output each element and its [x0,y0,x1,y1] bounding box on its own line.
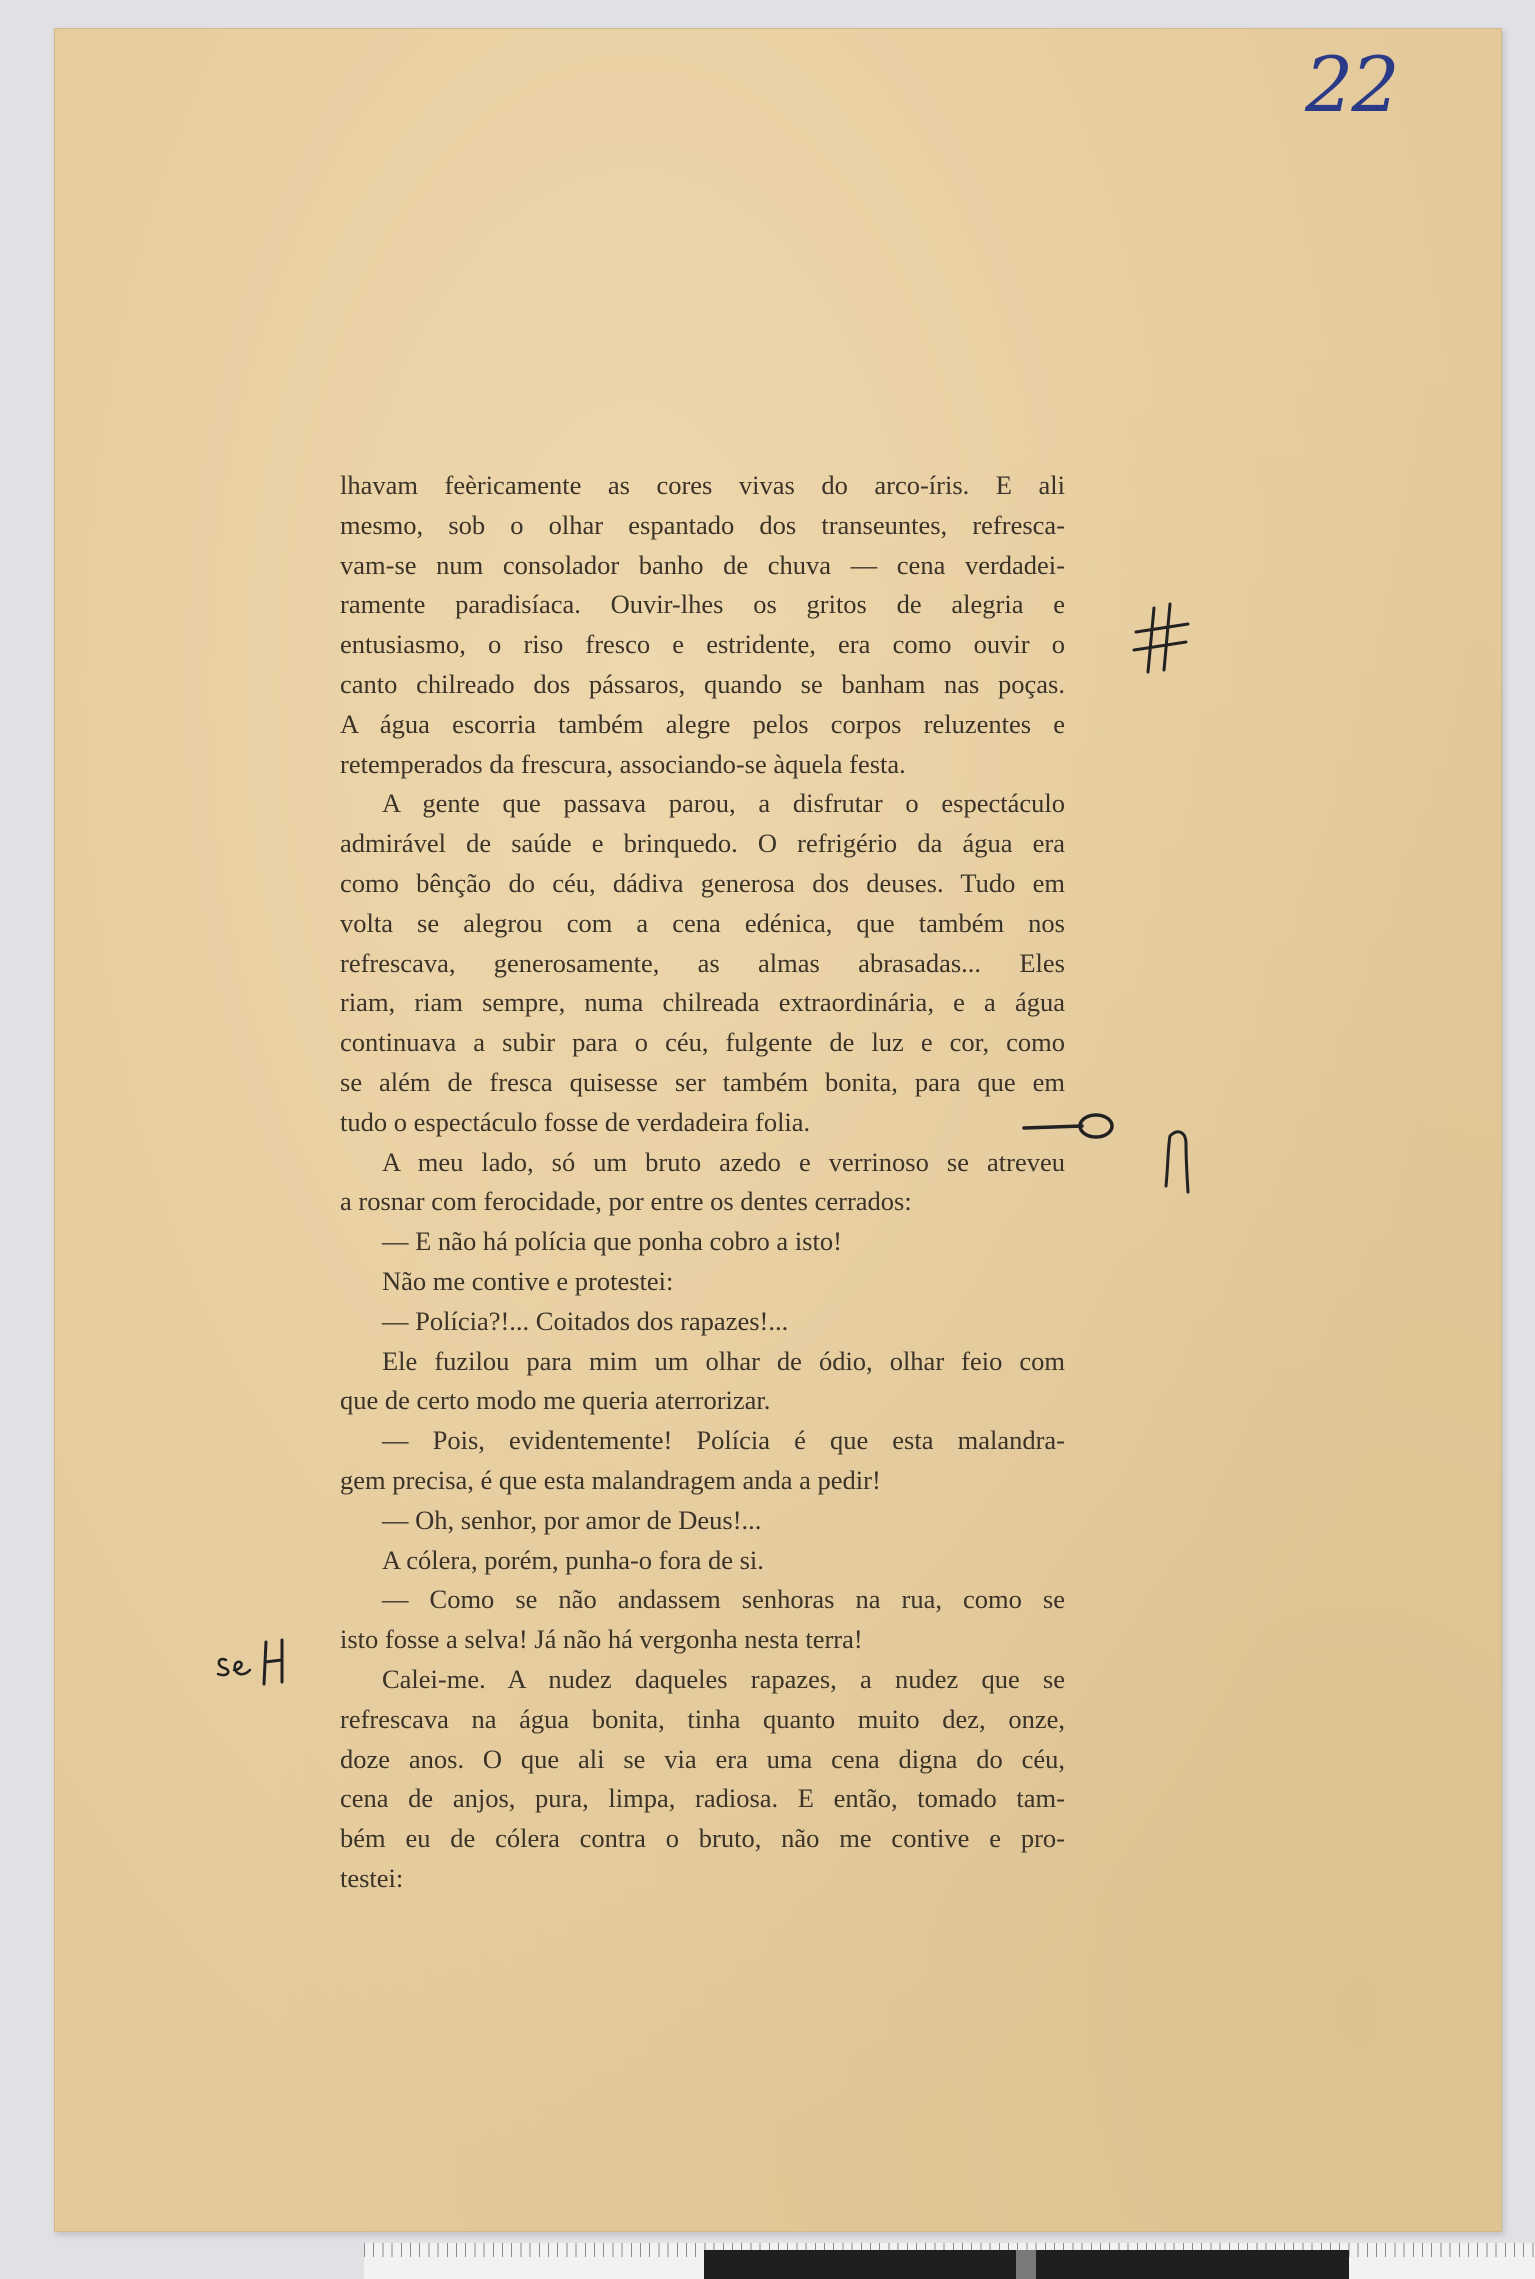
text-line: refrescava, generosamente, as almas abrasadas... Eles [340,947,1065,978]
text-line: vam-se num consolador banho de chuva — cena verdadei- [340,549,1065,580]
text-line: A meu lado, só um bruto azedo e verrinoso se atreveu [382,1146,1065,1177]
text-line: riam, riam sempre, numa chilreada extraordinária, e a água [340,987,1065,1018]
body-text [340,466,1065,1899]
text-line: A água escorria também alegre pelos corpos reluzentes e [340,708,1065,739]
text-line: ramente paradisíaca. Ouvir-lhes os gritos de alegria e [340,589,1065,620]
text-line: Calei-me. A nudez daqueles rapazes, a nudez que se [382,1663,1065,1694]
text-line: — Pois, evidentemente! Polícia é que esta malandra- [382,1425,1065,1456]
deletion-mark [1022,1104,1116,1148]
text-line: Não me contive e protestei: [382,1265,674,1296]
text-line: a rosnar com ferocidade, por entre os dentes cerrados: [340,1186,912,1217]
text-line: continuava a subir para o céu, fulgente de luz e cor, como [340,1027,1065,1058]
color-bar-gray [1016,2250,1036,2279]
paragraph-margin-mark [1160,1126,1196,1196]
text-line: refrescava na água bonita, tinha quanto muito dez, onze, [340,1703,1065,1734]
text-line: — E não há polícia que ponha cobro a isto! [382,1226,842,1257]
text-line: gem precisa, é que esta malandragem anda a pedir! [340,1464,881,1495]
text-line: admirável de saúde e brinquedo. O refrigério da água era [340,828,1065,859]
text-line: volta se alegrou com a cena edénica, que também nos [340,907,1065,938]
text-line: que de certo modo me queria aterrorizar. [340,1385,771,1416]
text-line: A gente que passava parou, a disfrutar o espectáculo [382,788,1065,819]
hash-margin-mark [1130,600,1194,678]
text-line: — Como se não andassem senhoras na rua, como se [382,1584,1065,1615]
color-bar-black [1036,2250,1349,2279]
text-line: A cólera, porém, punha-o fora de si. [382,1544,764,1575]
text-line: retemperados da frescura, associando-se àquela festa. [340,748,906,779]
text-line: tudo o espectáculo fosse de verdadeira folia. [340,1106,811,1137]
text-line: Ele fuzilou para mim um olhar de ódio, olhar feio com [382,1345,1065,1376]
text-line: cena de anjos, pura, limpa, radiosa. E então, tomado tam- [340,1783,1065,1814]
text-line: mesmo, sob o olhar espantado dos transeuntes, refresca- [340,509,1065,540]
text-line: — Oh, senhor, por amor de Deus!... [382,1504,762,1535]
text-line: testei: [340,1862,404,1893]
text-line: — Polícia?!... Coitados dos rapazes!... [382,1305,789,1336]
color-bar-black [704,2250,1016,2279]
text-line: doze anos. O que ali se via era uma cena digna do céu, [340,1743,1065,1774]
text-line: bém eu de cólera contra o bruto, não me contive e pro- [340,1823,1065,1854]
se-margin-mark [210,1630,290,1690]
page-number: 22 [1305,40,1398,129]
text-line: isto fosse a selva! Já não há vergonha nesta terra! [340,1624,863,1655]
text-line: lhavam feèricamente as cores vivas do arco-íris. E ali [340,470,1065,500]
text-line: canto chilreado dos pássaros, quando se banham nas poças. [340,668,1065,699]
text-line: como bênção do céu, dádiva generosa dos deuses. Tudo em [340,867,1065,898]
text-line: se além de fresca quisesse ser também bonita, para que em [340,1066,1065,1097]
text-line: entusiasmo, o riso fresco e estridente, era como ouvir o [340,629,1065,660]
